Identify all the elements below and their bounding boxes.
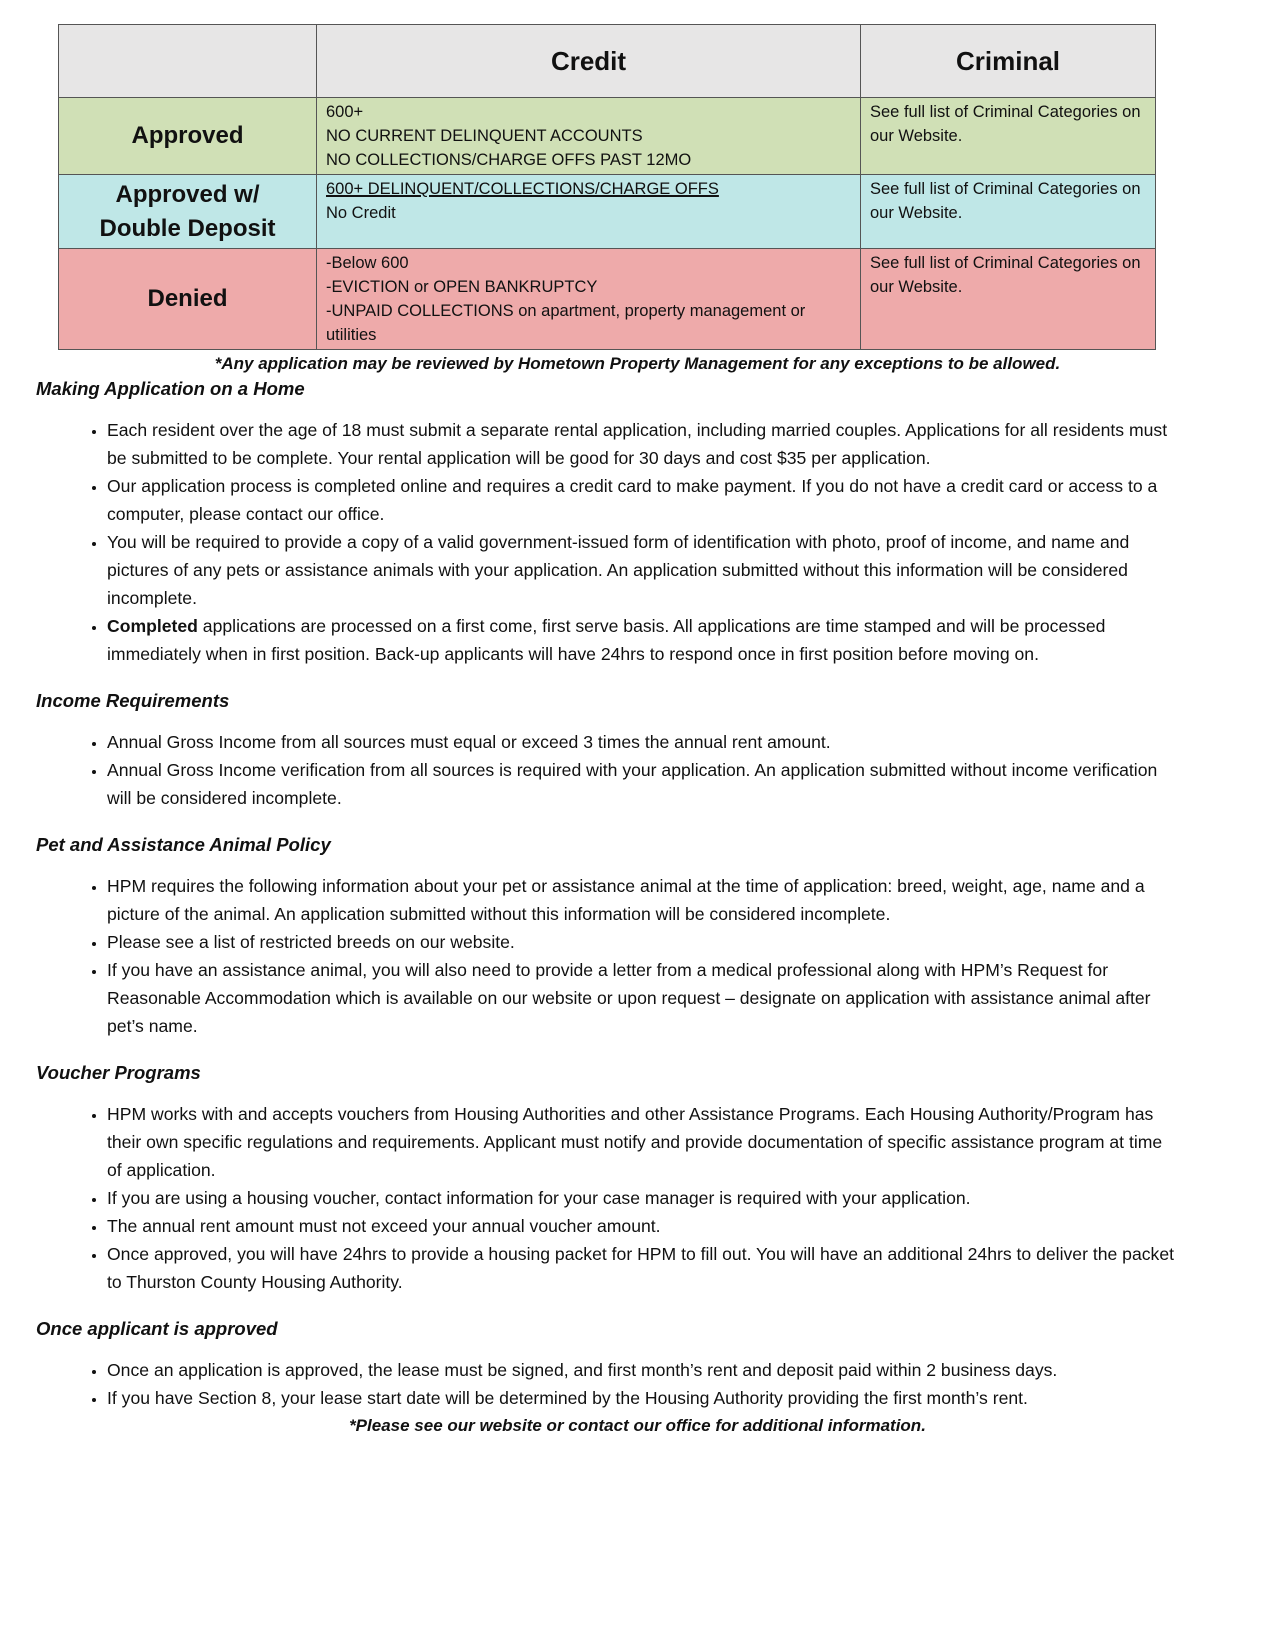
list-item bbox=[107, 728, 1176, 756]
bullet-list bbox=[36, 1356, 1176, 1412]
list-item-text: Annual Gross Income from all sources must equal or exceed 3 times the annual rent amount. bbox=[107, 732, 831, 752]
list-item bbox=[107, 756, 1176, 812]
list-item-text: Each resident over the age of 18 must submit a separate rental application, including married couples. Applications for all residents must be submitted to be complete. Your rental application will be good for 30 days and cost $35 per application. bbox=[107, 420, 1168, 468]
list-item bbox=[107, 1184, 1176, 1212]
header-credit: Credit bbox=[317, 25, 861, 98]
criminal-cell: See full list of Criminal Categories on our Website. bbox=[861, 249, 1156, 350]
credit-line: 600+ bbox=[326, 103, 364, 121]
credit-line: 600+ DELINQUENT/COLLECTIONS/CHARGE OFFS bbox=[326, 180, 719, 198]
section-heading: Income Requirements bbox=[36, 690, 230, 711]
list-item-text: HPM works with and accepts vouchers from Housing Authorities and other Assistance Programs. Each Housing Authority/Program has their own specific regulations and requirements. Applicant must notify and provide documentation of specific assistance program at time of application. bbox=[107, 1104, 1163, 1180]
criminal-cell: See full list of Criminal Categories on our Website. bbox=[861, 175, 1156, 249]
bullet-list bbox=[36, 728, 1176, 812]
row-label: Approved bbox=[59, 98, 317, 175]
list-item bbox=[107, 1356, 1176, 1384]
row-label-line: Double Deposit bbox=[99, 214, 276, 242]
list-item bbox=[107, 1100, 1176, 1184]
list-item bbox=[107, 956, 1176, 1040]
list-item-text: The annual rent amount must not exceed your annual voucher amount. bbox=[107, 1216, 661, 1236]
credit-cell bbox=[317, 249, 861, 350]
section-heading: Making Application on a Home bbox=[36, 378, 305, 399]
section-heading: Once applicant is approved bbox=[36, 1318, 278, 1339]
list-item-text: Please see a list of restricted breeds on our website. bbox=[107, 932, 515, 952]
bullet-list bbox=[36, 872, 1176, 1040]
list-item-text: If you have an assistance animal, you will also need to provide a letter from a medical professional along with HPM’s Request for Reasonable Accommodation which is available on our website or upon request – designate on application with assistance animal after pet’s name. bbox=[107, 960, 1151, 1036]
screening-criteria-table bbox=[58, 24, 1156, 350]
row-label-line: Approved w/ bbox=[115, 180, 260, 208]
bold-lead: Completed bbox=[107, 616, 198, 636]
list-item-text: Annual Gross Income verification from all sources is required with your application. An application submitted without income verification will be considered incomplete. bbox=[107, 760, 1158, 808]
list-item bbox=[107, 872, 1176, 928]
credit-line: -UNPAID COLLECTIONS on apartment, property management or utilities bbox=[326, 302, 806, 344]
list-item-text: Our application process is completed online and requires a credit card to make payment. If you do not have a credit card or access to a computer, please contact our office. bbox=[107, 476, 1158, 524]
list-item-text: Once an application is approved, the lease must be signed, and first month’s rent and deposit paid within 2 business days. bbox=[107, 1360, 1058, 1380]
table-row-approved bbox=[59, 98, 1156, 175]
list-item-text: If you have Section 8, your lease start date will be determined by the Housing Authority providing the first month’s rent. bbox=[107, 1388, 1028, 1408]
section-heading: Pet and Assistance Animal Policy bbox=[36, 834, 331, 855]
header-blank bbox=[59, 25, 317, 98]
section-heading: Voucher Programs bbox=[36, 1062, 201, 1083]
list-item-text: HPM requires the following information about your pet or assistance animal at the time of application: breed, weight, age, name and a picture of the animal. An application submitted without this information will be considered incomplete. bbox=[107, 876, 1145, 924]
list-item bbox=[107, 528, 1176, 612]
table-row-double-deposit bbox=[59, 175, 1156, 249]
list-item bbox=[107, 1240, 1176, 1296]
list-item bbox=[107, 472, 1176, 528]
footer-note: *Please see our website or contact our office for additional information. bbox=[349, 1416, 926, 1435]
list-item bbox=[107, 1212, 1176, 1240]
list-item-text: applications are processed on a first come, first serve basis. All applications are time stamped and will be processed immediately when in first position. Back-up applicants will have 24hrs to respond once in first position before moving on. bbox=[107, 616, 1106, 664]
list-item-text: You will be required to provide a copy of a valid government-issued form of identification with photo, proof of income, and name and pictures of any pets or assistance animals with your application. An application submitted without this information will be considered incomplete. bbox=[107, 532, 1130, 608]
list-item bbox=[107, 928, 1176, 956]
bullet-list bbox=[36, 1100, 1176, 1296]
credit-line: -Below 600 bbox=[326, 254, 409, 272]
table-row-denied bbox=[59, 249, 1156, 350]
list-item bbox=[107, 612, 1176, 668]
credit-line: NO COLLECTIONS/CHARGE OFFS PAST 12MO bbox=[326, 151, 692, 169]
policy-sections bbox=[36, 376, 1176, 1412]
credit-cell bbox=[317, 175, 861, 249]
list-item bbox=[107, 1384, 1176, 1412]
credit-line: NO CURRENT DELINQUENT ACCOUNTS bbox=[326, 127, 643, 145]
list-item-text: Once approved, you will have 24hrs to provide a housing packet for HPM to fill out. You will have an additional 24hrs to deliver the packet to Thurston County Housing Authority. bbox=[107, 1244, 1175, 1292]
table-note: *Any application may be reviewed by Hometown Property Management for any exceptions to be allowed. bbox=[214, 354, 1061, 373]
credit-cell bbox=[317, 98, 861, 175]
bullet-list bbox=[36, 416, 1176, 668]
criminal-cell: See full list of Criminal Categories on our Website. bbox=[861, 98, 1156, 175]
credit-line: -EVICTION or OPEN BANKRUPTCY bbox=[326, 278, 598, 296]
credit-line: No Credit bbox=[326, 204, 396, 222]
list-item bbox=[107, 416, 1176, 472]
row-label bbox=[59, 175, 317, 249]
table-header-row bbox=[59, 25, 1156, 98]
list-item-text: If you are using a housing voucher, contact information for your case manager is required with your application. bbox=[107, 1188, 971, 1208]
row-label: Denied bbox=[59, 249, 317, 350]
header-criminal: Criminal bbox=[861, 25, 1156, 98]
